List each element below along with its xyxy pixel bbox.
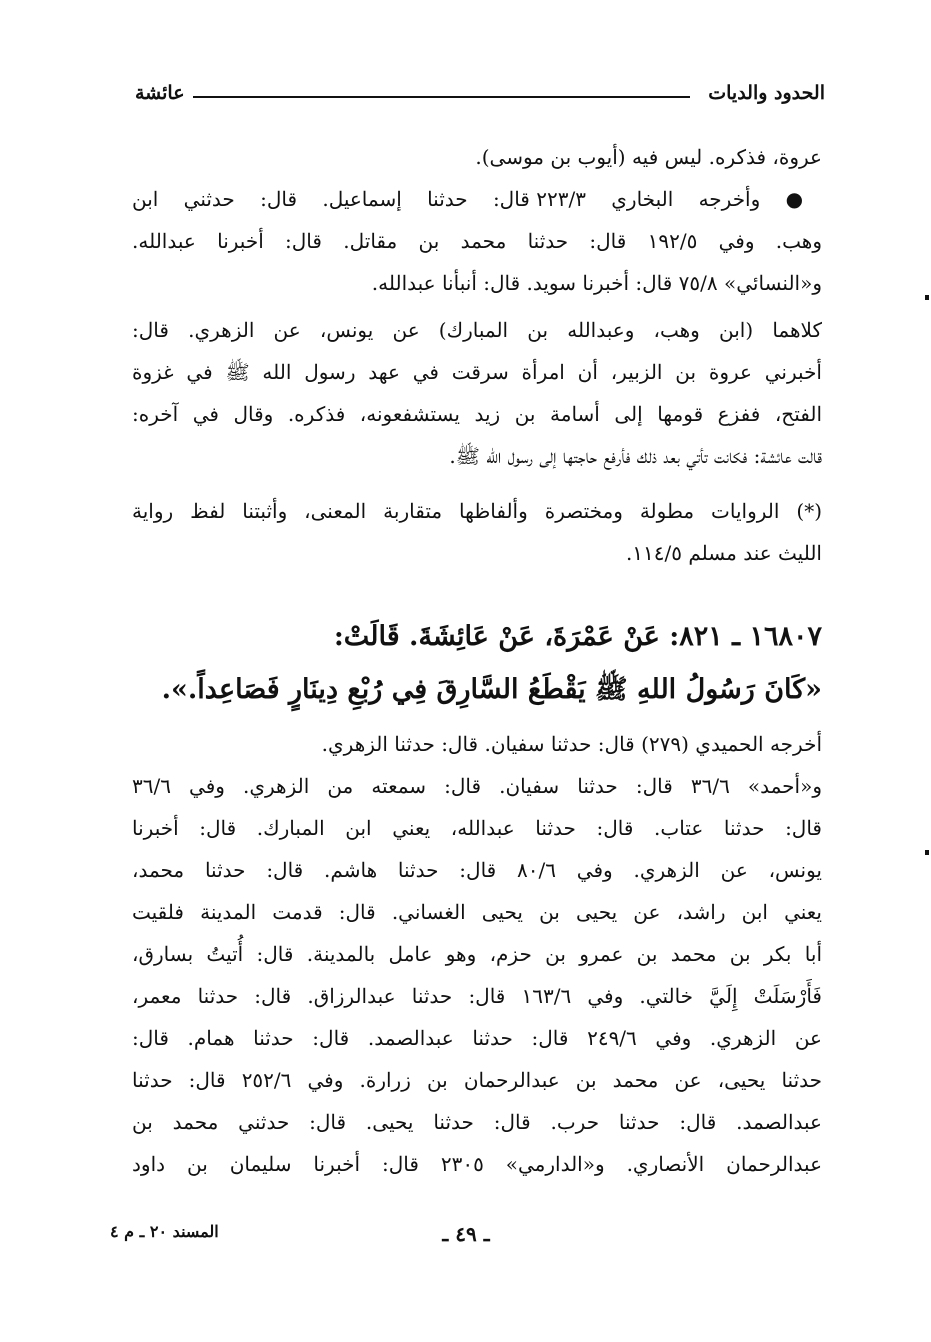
text-line: و«أحمد» ٣٦/٦ قال: حدثنا سفيان. قال: سمعته من الزهري. وفي ٣٦/٦ xyxy=(132,774,822,798)
text-line: عبدالرحمان الأنصاري. و«الدارمي» ٢٣٠٥ قال: أخبرنا سليمان بن داود xyxy=(132,1152,822,1176)
header-rule xyxy=(193,96,690,98)
text-line: الليث عند مسلم ١١٤/٥. xyxy=(625,541,822,565)
paragraph-1 xyxy=(132,136,822,304)
text-line: وهب. وفي ١٩٢/٥ قال: حدثنا محمد بن مقاتل. قال: أخبرنا عبدالله. xyxy=(132,229,822,253)
text-line: ● وأخرجه البخاري ٢٢٣/٣ قال: حدثنا إسماعيل. قال: حدثني ابن xyxy=(132,187,822,211)
page-header xyxy=(135,82,825,112)
text-line: قال: حدثنا عتاب. قال: حدثنا عبدالله، يعني ابن المبارك. قال: أخبرنا xyxy=(132,816,822,840)
text-line: أخرجه الحميدي (٢٧٩) قال: حدثنا سفيان. قال: حدثنا الزهري. xyxy=(321,732,822,756)
text-line: و«النسائي» ٧٥/٨ قال: أخبرنا سويد. قال: أنبأنا عبدالله. xyxy=(371,271,822,295)
page-footer xyxy=(110,1222,822,1252)
header-chapter-title: الحدود والديات xyxy=(708,82,825,104)
text-line: أبا بكر بن محمد بن عمرو بن حزم، وهو عامل بالمدينة. قال: أُتيتُ بسارق، xyxy=(132,942,822,966)
paragraph-2 xyxy=(132,309,822,477)
scan-mark xyxy=(925,295,929,300)
text-line: الفتح، ففزع قومها إلى أسامة بن زيد يستشفعونه، فذكره. وقال في آخره: xyxy=(132,402,822,426)
page-number: ـ ٤٩ ـ xyxy=(442,1222,490,1246)
text-line: يونس، عن الزهري. وفي ٨٠/٦ قال: حدثنا هاشم. قال: حدثنا محمد، xyxy=(132,858,822,882)
printer-signature: المسند ٢٠ ـ م ٤ xyxy=(110,1222,219,1241)
text-line: حدثنا يحيى، عن محمد بن عبدالرحمان بن زرارة. وفي ٢٥٢/٦ قال: حدثنا xyxy=(132,1068,822,1092)
hadith-line: «كَانَ رَسُولُ اللهِ ﷺ يَقْطَعُ السَّارِقَ فِي رُبْعِ دِينَارٍ فَصَاعِداً.». xyxy=(161,674,822,705)
text-line: يعني ابن راشد، عن يحيى بن يحيى الغساني. قال: قدمت المدينة فلقيت xyxy=(132,900,822,924)
text-line: أخبرني عروة بن الزبير، أن امرأة سرقت في عهد رسول الله ﷺ في غزوة xyxy=(132,360,822,384)
text-line: (*) الروايات مطولة ومختصرة وألفاظها متقاربة المعنى، وأثبتنا لفظ رواية xyxy=(132,499,822,523)
scan-mark xyxy=(925,850,929,855)
header-narrator-title: عائشة xyxy=(135,82,185,104)
footnote xyxy=(132,490,822,574)
text-line: قالت عائشة: فكانت تأتي بعد ذلك فأرفع حاجتها إلى رسول الله ﷺ. xyxy=(449,444,822,468)
text-line: عبدالصمد. قال: حدثنا حرب. قال: حدثنا يحيى. قال: حدثني محمد بن xyxy=(132,1110,822,1134)
text-line: عن الزهري. وفي ٢٤٩/٦ قال: حدثنا عبدالصمد. قال: حدثنا همام. قال: xyxy=(132,1026,822,1050)
text-line: عروة، فذكره. ليس فيه (أيوب بن موسى). xyxy=(475,145,822,169)
hadith-line: ١٦٨٠٧ ـ ٨٢١: عَنْ عَمْرَةَ، عَنْ عَائِشَةَ. قَالَتْ: xyxy=(333,621,822,652)
hadith-text xyxy=(132,610,822,716)
text-line: فَأَرْسَلَتْ إِلَيَّ خالتي. وفي ١٦٣/٦ قال: حدثنا عبدالرزاق. قال: حدثنا معمر، xyxy=(132,984,822,1008)
text-line: كلاهما (ابن وهب، وعبدالله بن المبارك) عن يونس، عن الزهري. قال: xyxy=(132,318,822,342)
takhrij-paragraph xyxy=(132,723,822,1185)
